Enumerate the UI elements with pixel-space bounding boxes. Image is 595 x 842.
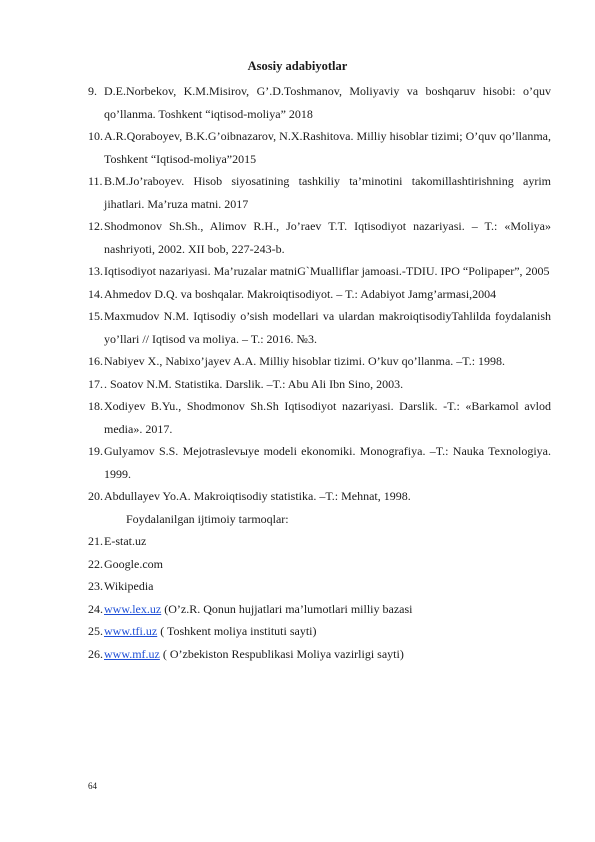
reference-number: 18. (88, 399, 103, 413)
reference-number: 12. (88, 219, 103, 233)
reference-number: 14. (88, 286, 103, 301)
web-source-item (88, 553, 551, 576)
reference-text: Abdullayev Yo.A. Makroiqtisodiy statistika. –T.: Mehnat, 1998. (104, 489, 411, 503)
reference-number: 24. (88, 601, 103, 616)
reference-number: 26. (88, 646, 103, 661)
web-source-item (88, 575, 551, 598)
mf-uz-link[interactable]: www.mf.uz (104, 646, 160, 661)
reference-text: D.E.Norbekov, K.M.Misirov, G’.D.Toshmanov, Moliyaviy va boshqaruv hisobi: o’quv qo’llanma. Toshkent “iqtisod-moliya” 2018 (104, 84, 551, 121)
reference-text: B.M.Jo’raboyev. Hisob siyosatining tashkiliy ta’minotini takomillashtirishning ayrim jihatlari. Ma’ruza matni. 2017 (104, 174, 551, 211)
reference-item (88, 350, 551, 373)
reference-number: 9. (88, 84, 97, 98)
reference-number: 13. (88, 264, 103, 278)
link-description: ( Toshkent moliya instituti sayti) (157, 624, 317, 638)
web-source-item (88, 530, 551, 553)
web-link-item (88, 620, 551, 643)
section-subheading: Foydalanilgan ijtimoiy tarmoqlar: (126, 511, 289, 526)
page-number: 64 (88, 781, 97, 791)
reference-list (88, 80, 551, 665)
reference-number: 19. (88, 444, 103, 458)
reference-text: Maxmudov N.M. Iqtisodiy o’sish modellari va ulardan makroiqtisodiyTahlilda foydalanish yo’llari // Iqtisod va moliya. – T.: 2016. №3. (104, 309, 551, 346)
reference-number: 10. (88, 129, 103, 143)
reference-number: 11. (88, 174, 103, 188)
reference-text: Xodiyev B.Yu., Shodmonov Sh.Sh Iqtisodiyot nazariyasi. Darslik. -T.: «Barkamol avlod media». 2017. (104, 399, 551, 436)
web-link-item (88, 598, 551, 621)
reference-number: 22. (88, 556, 103, 571)
web-source-text: Wikipedia (104, 579, 154, 593)
reference-item (88, 395, 551, 440)
link-description: ( O’zbekiston Respublikasi Moliya vazirligi sayti) (159, 646, 404, 661)
tfi-uz-link[interactable]: www.tfi.uz (104, 624, 158, 638)
reference-item (88, 283, 551, 306)
reference-item (88, 485, 551, 508)
reference-item (88, 260, 551, 283)
page-title: Asosiy adabiyotlar (247, 59, 348, 73)
reference-number: 17. (88, 376, 103, 391)
reference-text: Ahmedov D.Q. va boshqalar. Makroiqtisodiyot. – T.: Adabiyot Jamg’armasi,2004 (104, 286, 497, 301)
web-source-text: Google.com (104, 556, 163, 571)
reference-number: 15. (88, 309, 103, 323)
reference-text: Nabiyev X., Nabixo’jayev A.A. Milliy hisoblar tizimi. O’kuv qo’llanma. –T.: 1998. (104, 354, 506, 368)
reference-text: Iqtisodiyot nazariyasi. Ma’ruzalar matniG`Mualliflar jamoasi.-TDIU. IPO “Polipaper”, 2005 (104, 264, 550, 278)
web-source-text: E-stat.uz (104, 534, 147, 548)
reference-number: 23. (88, 579, 103, 593)
web-link-item (88, 643, 551, 666)
reference-item (88, 125, 551, 170)
reference-item (88, 80, 551, 125)
reference-item (88, 170, 551, 215)
lex-uz-link[interactable]: www.lex.uz (104, 601, 162, 616)
link-description: (O’z.R. Qonun hujjatlari ma’lumotlari milliy bazasi (161, 601, 413, 616)
reference-item (88, 440, 551, 485)
reference-text: Shodmonov Sh.Sh., Alimov R.H., Jo’raev T.T. Iqtisodiyot nazariyasi. – T.: «Moliya» nashriyoti, 2002. XII bob, 227-243-b. (104, 219, 551, 256)
reference-item (88, 305, 551, 350)
reference-item (88, 215, 551, 260)
reference-text: A.R.Qoraboyev, B.K.G’oibnazarov, N.X.Rashitova. Milliy hisoblar tizimi; O’quv qo’llanma, Toshkent “Iqtisod-moliya”2015 (104, 129, 551, 166)
reference-number: 16. (88, 354, 103, 368)
reference-text: Gulyamov S.S. Mejotraslevыye modeli ekonomiki. Monografiya. –T.: Nauka Texnologiya. 1999. (104, 444, 551, 481)
reference-number: 21. (88, 534, 103, 548)
reference-text: . Soatov N.M. Statistika. Darslik. –T.: Abu Ali Ibn Sino, 2003. (104, 376, 404, 391)
reference-number: 25. (88, 624, 103, 638)
reference-number: 20. (88, 489, 103, 503)
reference-item (88, 373, 551, 396)
